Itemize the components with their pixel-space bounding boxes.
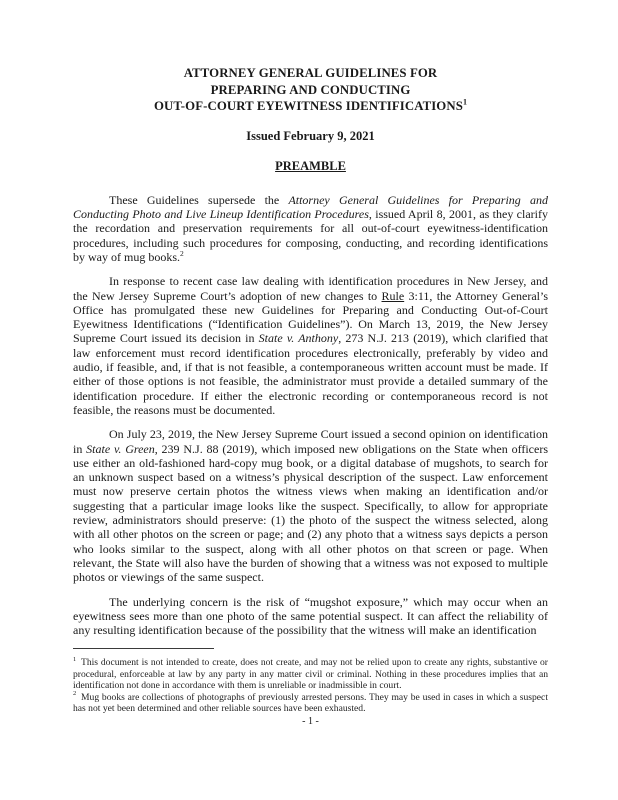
paragraph-1: These Guidelines supersede the Attorney General Guidelines for Preparing and Conducting Photo and Live Lineup Identification Procedures, issued April 8, 2001, as they clarify the recordation and preservation requirements for all out-of-court eyewitness-identification procedures, including such procedures for composing, conducting, and recording identifications by way of mug books.$^2$ (73, 192, 548, 264)
section-heading-preamble: PREAMBLE (275, 158, 346, 173)
document-title (73, 0, 548, 115)
paragraph-2: In response to recent case law dealing with identification procedures in New Jersey, and the New Jersey Supreme Court’s adoption of new changes to Rule 3:11, the Attorney General’s Office has promulgated these new Guidelines for Preparing and Conducting Out-of-Court Eyewitness Identifications (“Identification Guidelines”). On March 13, 2019, the New Jersey Supreme Court issued its decision in State v. Anthony, 273 N.J. 213 (2019), which clarified that law enforcement must record identification procedures electronically, preferably by video and audio, if feasible, and, if that is not feasible, a contemporaneous written account must be made. If either of those options is not feasible, the administrator must provide a detailed summary of the identification procedure. If either the electronic recording or contemporaneous record is not feasible, the reasons must be documented. (73, 274, 549, 417)
footnote-2-text: Mug books are collections of photographs of previously arrested persons. They may be used in cases in which a suspect has not yet been determined and other reliable sources have been exhausted. (73, 691, 548, 715)
paragraph-3: On July 23, 2019, the New Jersey Supreme Court issued a second opinion on identification in State v. Green, 239 N.J. 88 (2019), which imposed new obligations on the State when officers use either an old-fashioned hard-copy mug book, or a digital database of mugshots, to search for an unknown suspect based on a witness’s physical description of the suspect. Law enforcement must now preserve certain photos the witness views when making an identification and/or suggesting that a particular image looks like the suspect. Specifically, to allow for appropriate review, administrators should preserve: (1) the photo of the suspect the witness selected, along with all other photos on the screen or page; and (2) any photo that a witness says depicts a person who looks similar to the suspect, along with all other photos on that screen or page. When relevant, the State will also have the burden of showing that a witness was not exposed to multiple photos or viewings of the same suspect. (73, 427, 548, 585)
footnote-1 (73, 657, 548, 691)
page-number: - 1 - (302, 716, 319, 728)
title-line-2: PREPARING AND CONDUCTING (210, 82, 411, 97)
title-line-3 (73, 98, 548, 115)
footnote-ref-1-marker: 1 (462, 97, 468, 107)
footnote-separator-rule (73, 648, 214, 649)
title-line-1: ATTORNEY GENERAL GUIDELINES FOR (183, 66, 438, 80)
paragraph-4: The underlying concern is the risk of “mugshot exposure,” which may occur when an eyewitness sees more than one photo of the same potential suspect. It can affect the reliability of any resulting identification because of the possibility that the witness will make an identification (73, 594, 548, 638)
footnote-2-number: 2 (73, 690, 77, 698)
footnote-1-number: 1 (73, 656, 77, 664)
footnote-2 (73, 692, 548, 715)
footnote-1-text: This document is not intended to create, does not create, and may not be relied upon to create any rights, substantive or procedural, enforceable at law by any party in any matter civil or criminal. Nothing in these procedures implies that an identification not done in accordance with them is unreliable or inadmissible in court. (73, 657, 548, 692)
issued-date-line: Issued February 9, 2021 (246, 128, 375, 143)
title-line-3-text: OUT-OF-COURT EYEWITNESS IDENTIFICATIONS (153, 99, 463, 114)
document-content (73, 0, 548, 728)
